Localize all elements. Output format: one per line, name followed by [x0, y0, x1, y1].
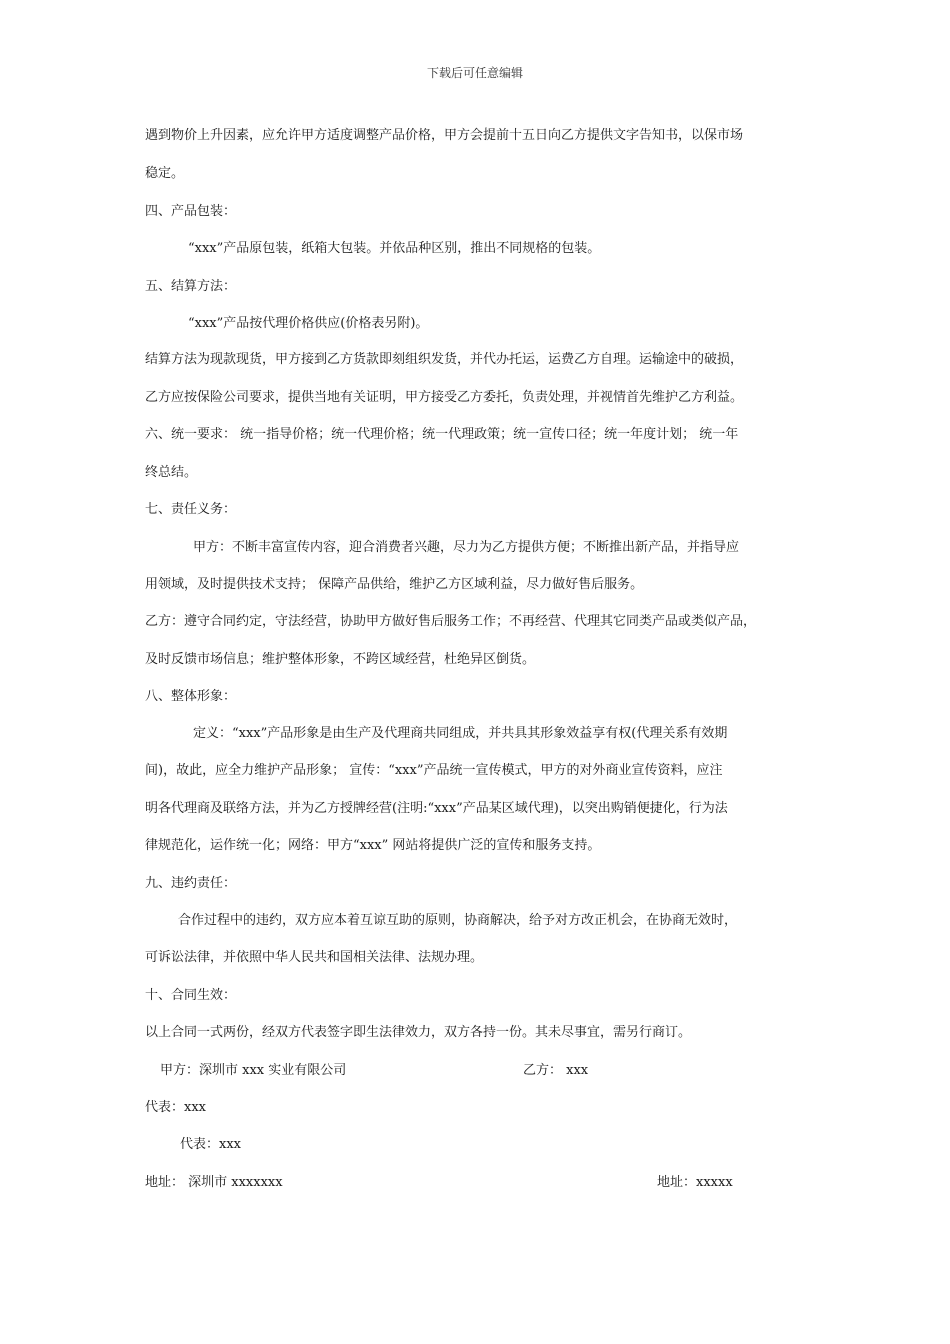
paragraph-price-adjust-line-2: 稳定。	[145, 166, 185, 181]
paragraph-brand-image-line-3: 明各代理商及联络方法，并为乙方授牌经营(注明:“xxx”产品某区域代理)，以突出购销便捷化，行为法	[145, 801, 728, 816]
paragraph-packaging: “xxx”产品原包装，纸箱大包装。并依品种区别，推出不同规格的包装。	[188, 241, 601, 256]
signature-representative-a: 代表：xxx	[145, 1100, 206, 1115]
signature-address-b: 地址：xxxxx	[657, 1175, 733, 1190]
paragraph-effectiveness: 以上合同一式两份，经双方代表签字即生法律效力，双方各持一份。其未尽事宜，需另行商订。	[145, 1025, 692, 1040]
signature-party-a: 甲方：深圳市 xxx 实业有限公司	[160, 1063, 347, 1078]
signature-address-a: 地址： 深圳市 xxxxxxx	[145, 1175, 283, 1190]
paragraph-brand-image-line-4: 律规范化，运作统一化；网络：甲方“xxx” 网站将提供广泛的宣传和服务支持。	[145, 838, 601, 853]
section-heading-breach: 九、违约责任：	[145, 876, 237, 891]
paragraph-party-a-duties-line-2: 用领域，及时提供技术支持； 保障产品供给，维护乙方区域利益，尽力做好售后服务。	[145, 577, 644, 592]
paragraph-settlement-supply: “xxx”产品按代理价格供应(价格表另附)。	[188, 316, 429, 331]
paragraph-party-b-duties-line-2: 及时反馈市场信息；维护整体形象，不跨区域经营，杜绝异区倒货。	[145, 652, 536, 667]
paragraph-price-adjust-line-1: 遇到物价上升因素，应允许甲方适度调整产品价格，甲方会提前十五日向乙方提供文字告知书，以保市场	[145, 128, 744, 143]
page-header: 下载后可任意编辑	[426, 66, 523, 80]
paragraph-breach-line-2: 可诉讼法律，并依照中华人民共和国相关法律、法规办理。	[145, 950, 484, 965]
section-unified-requirements-line-2: 终总结。	[145, 465, 198, 480]
section-heading-responsibilities: 七、责任义务：	[145, 502, 237, 517]
section-heading-packaging: 四、产品包装：	[145, 204, 237, 219]
paragraph-party-a-duties-line-1: 甲方：不断丰富宣传内容，迎合消费者兴趣，尽力为乙方提供方便；不断推出新产品，并指导应	[193, 540, 740, 555]
signature-representative-b: 代表：xxx	[180, 1137, 241, 1152]
paragraph-brand-image-line-2: 间)，故此，应全力维护产品形象； 宣传：“xxx”产品统一宣传模式，甲方的对外商业宣传资料，应注	[145, 763, 723, 778]
section-heading-brand-image: 八、整体形象：	[145, 689, 237, 704]
section-heading-effectiveness: 十、合同生效：	[145, 988, 237, 1003]
paragraph-settlement-method-line-2: 乙方应按保险公司要求，提供当地有关证明，甲方接受乙方委托，负责处理，并视情首先维护乙方利益。	[145, 390, 744, 405]
signature-party-b: 乙方： xxx	[523, 1063, 589, 1078]
paragraph-settlement-method-line-1: 结算方法为现款现货，甲方接到乙方货款即刻组织发货，并代办托运，运费乙方自理。运输途中的破损，	[145, 352, 744, 367]
section-heading-settlement: 五、结算方法：	[145, 279, 237, 294]
paragraph-breach-line-1: 合作过程中的违约，双方应本着互谅互助的原则，协商解决，给予对方改正机会，在协商无效时，	[178, 913, 738, 928]
section-unified-requirements-line-1: 六、统一要求： 统一指导价格；统一代理价格；统一代理政策；统一宣传口径；统一年度计划； 统一年	[145, 427, 739, 442]
paragraph-brand-image-line-1: 定义：“xxx”产品形象是由生产及代理商共同组成，并共具其形象效益享有权(代理关系有效期	[193, 726, 728, 741]
paragraph-party-b-duties-line-1: 乙方：遵守合同约定，守法经营，协助甲方做好售后服务工作；不再经营、代理其它同类产品或类似产品，	[145, 614, 757, 629]
